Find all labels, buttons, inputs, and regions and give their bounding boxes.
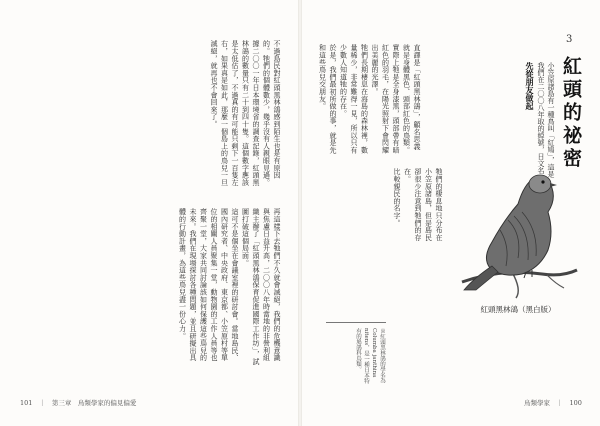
footnote: ※紅頭黑林鴿的學名為Columba janthina nitens，是一種日本特有的鳩鴿科鳥類。 <box>355 328 385 384</box>
right-body-top: 直譯是「紅頭黑林鴿」，顧名思義就是身體黑色、頭部紅色的鳥類。 實際上牠是全身漆黑，頭部帶有暗紅色的羽毛，在陽光照射下會閃耀出美麗的光澤。 牠們長期棲息在海島的森林裡，數量稀少，非常難得一見，所以只有少數人知道牠的存在。 於是，我們最初所做的事，就是先和這些鳥兒交朋友。 <box>318 44 421 154</box>
note-divider <box>326 322 386 323</box>
left-body-upper: 不過島民對紅頭黑林鴿感到陌生也是有原因的。牠們的個體數少，幾乎沒有人親眼見過。據二〇〇一年日本環境省的調查記錄，紅頭黑林鴿的數量只有二十到四十隻。這個數字應該是太低估了，不過真的有可能只剩下一百隻左右，如果真是如此，那麼一個島上的鳥兒一旦滅絕，就再也不會回來了。 <box>210 40 281 186</box>
chapter-title: 紅頭的祕密 <box>560 56 582 171</box>
intro-column: 小笠原諸島有一種鳥叫「紅鳩」，這是我們在二〇〇八年取的綽號，日文名 <box>537 62 555 178</box>
chapter-number: 3 <box>566 34 573 45</box>
left-page <box>0 0 298 426</box>
pigeon-illustration-icon <box>452 150 582 300</box>
left-folio: 101 ｜ 第三章 鳥類學家的偏見偏愛 <box>20 399 137 407</box>
right-folio: 鳥類學家 ｜ 100 <box>524 399 582 407</box>
right-page <box>302 0 600 426</box>
left-body-lower: 再這樣下去牠們不久就會滅絕，我們的危機意識與焦慮日益升高，二〇〇八年時當地的非營利組織主辦了「紅頭黑林鴿保育促進國際工作坊」，試圖打破這個局面。 這可不是個坐在會議室裡的研討會。當地島民、國內研究者、中央政府、東京都、小笠原村等單位的相關人員聚集一堂，動物園的工作人員等也齊聚一堂，大家共同討論該如何保護這些鳥兒的未來。我們在現場探討各種問題，並且研擬出具體的行動計畫，為這些鳥兒盡一份心力。 <box>178 208 281 366</box>
section-subheading: 先從朋友做起 <box>525 62 535 110</box>
illustration-caption: 紅頭黑林鴿（黑白版） <box>480 305 556 314</box>
right-body-bottom: 牠們的棲息地只分布在小笠原諸島，但是島民卻很少注意到牠們的存在。 比較親民的名字。 <box>393 168 443 241</box>
